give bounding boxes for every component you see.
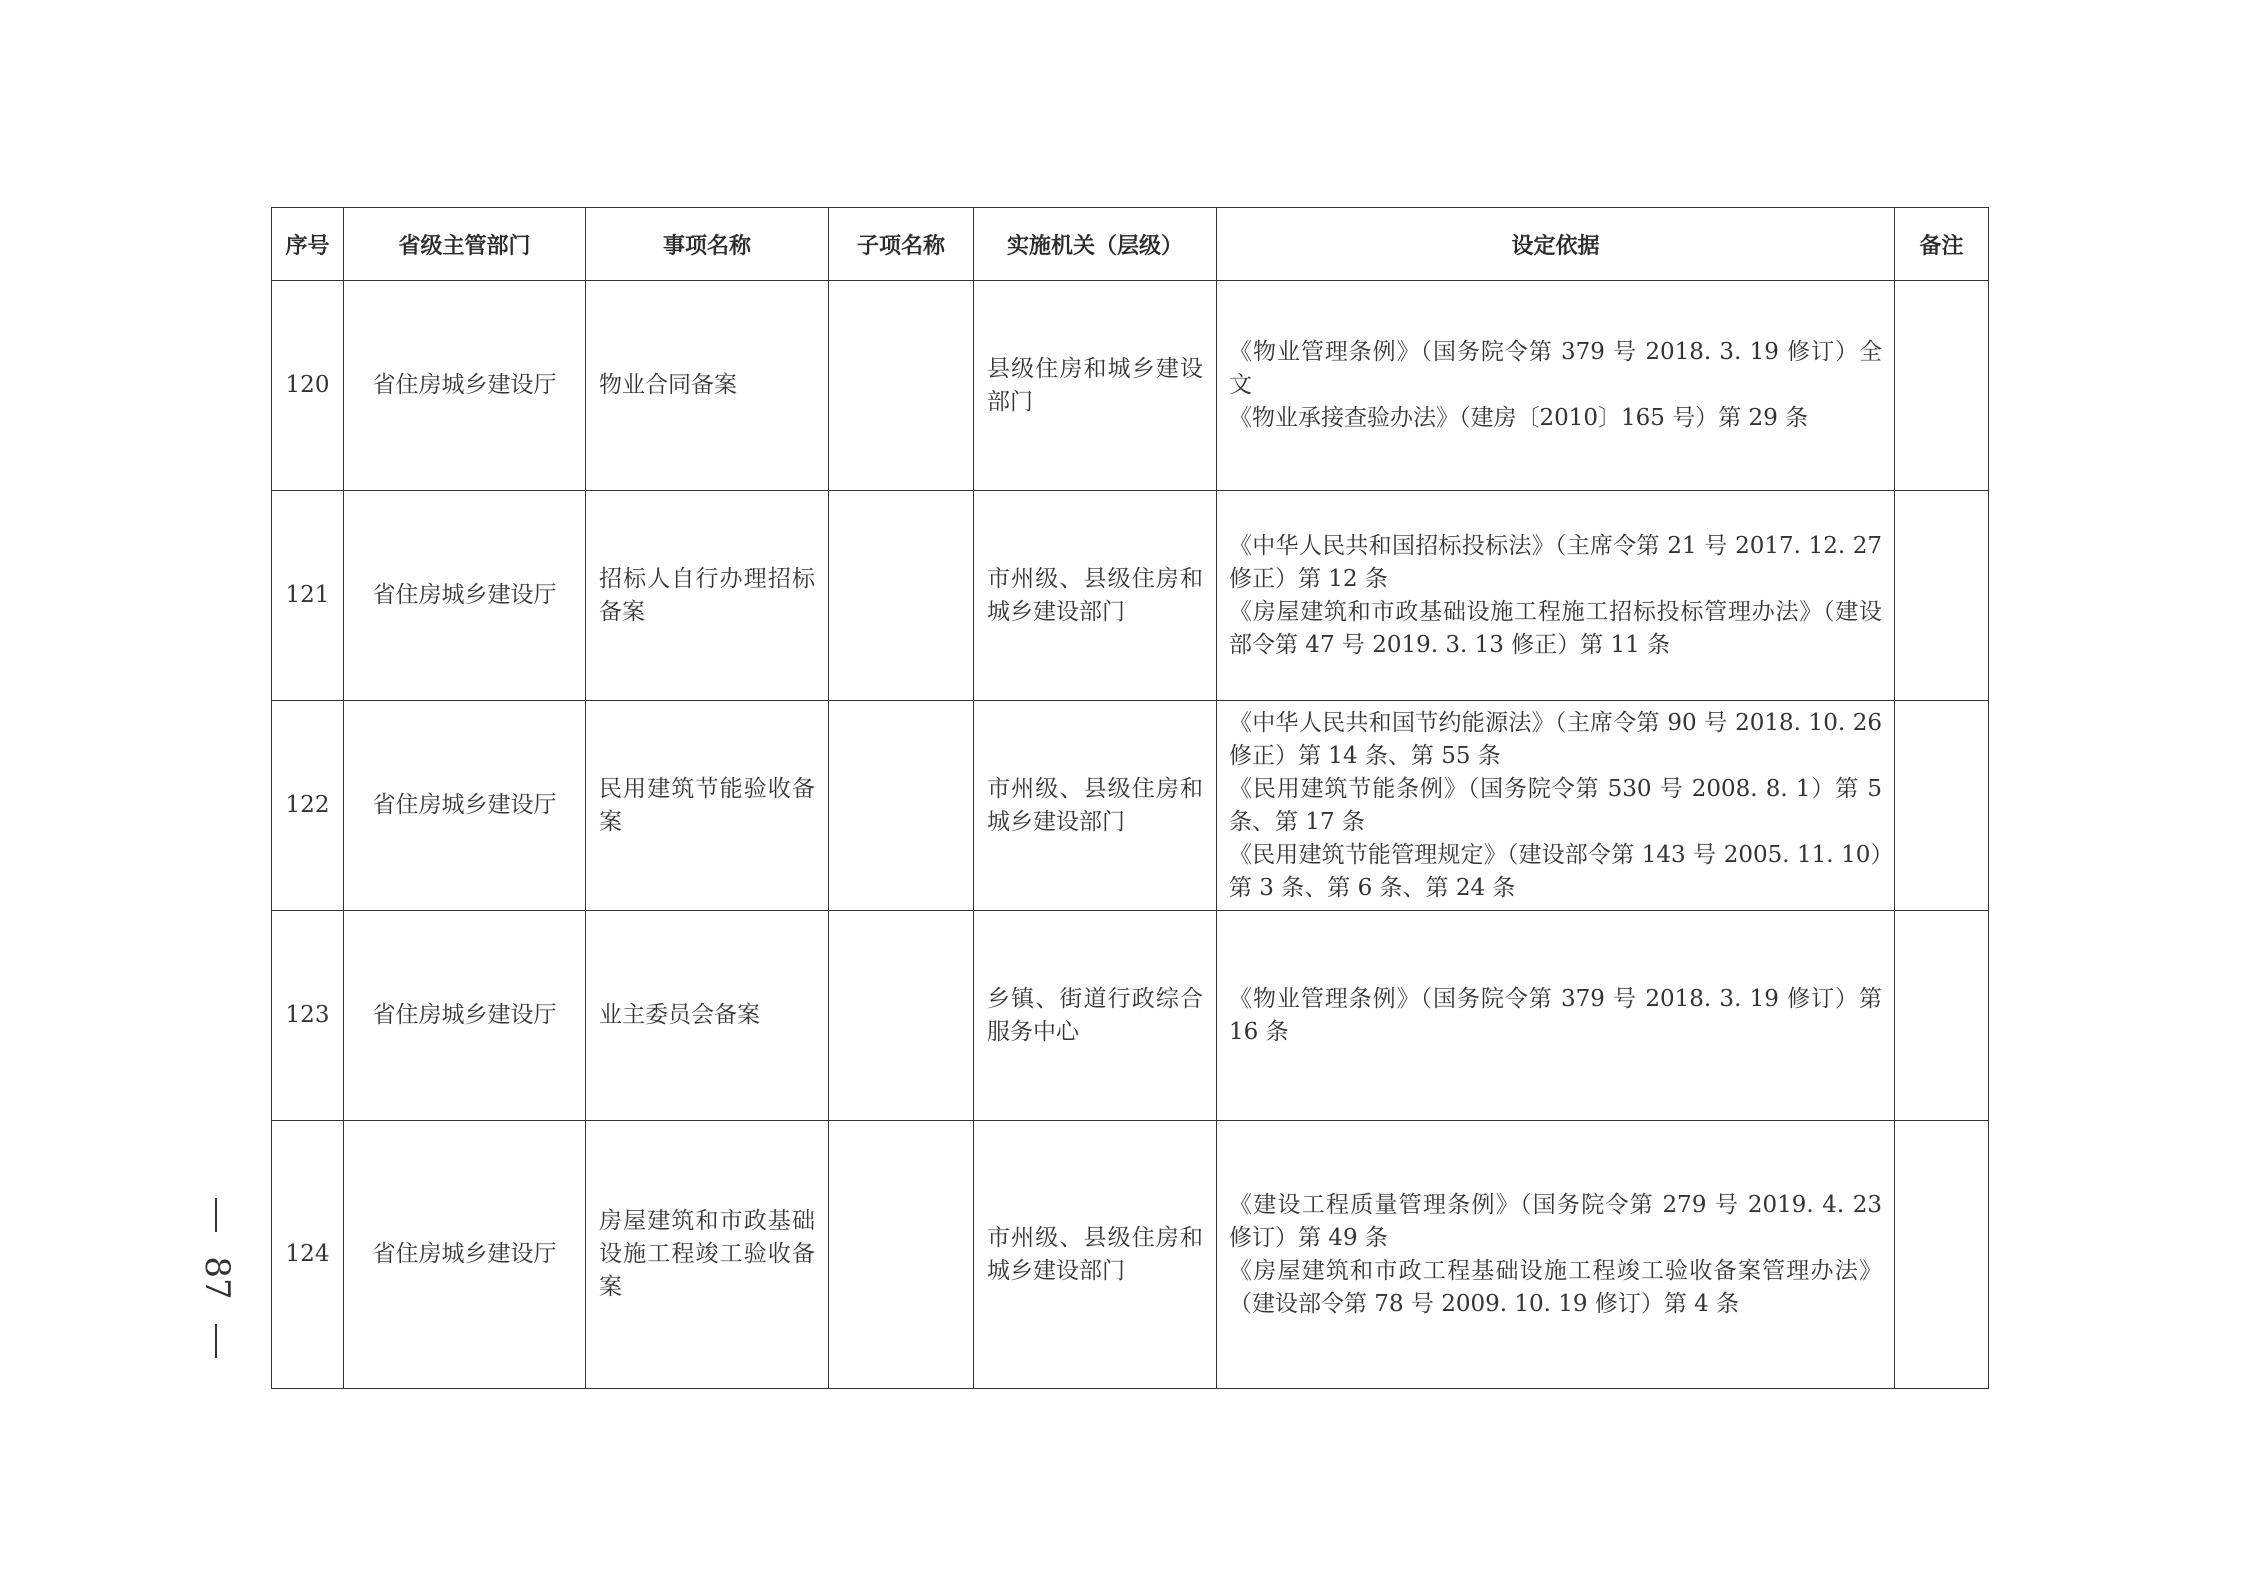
header-remarks: 备注 <box>1895 208 1989 281</box>
cell-remarks <box>1895 1121 1989 1389</box>
cell-legal-basis <box>1217 1121 1895 1389</box>
cell-serial-no: 123 <box>272 911 344 1121</box>
cell-department: 省住房城乡建设厅 <box>344 491 586 701</box>
header-provincial-department: 省级主管部门 <box>344 208 586 281</box>
cell-item-name: 房屋建筑和市政基础设施工程竣工验收备案 <box>586 1121 829 1389</box>
cell-implementing-agency: 市州级、县级住房和城乡建设部门 <box>974 491 1217 701</box>
legal-basis-line: 《物业管理条例》（国务院令第 379 号 2018. 3. 19 修订）全文 <box>1229 339 1882 398</box>
header-implementing-agency: 实施机关（层级） <box>974 208 1217 281</box>
table-row <box>272 1121 1989 1389</box>
cell-legal-basis <box>1217 911 1895 1121</box>
table-header-row <box>272 208 1989 281</box>
cell-legal-basis <box>1217 491 1895 701</box>
header-legal-basis: 设定依据 <box>1217 208 1895 281</box>
cell-legal-basis <box>1217 281 1895 491</box>
cell-subitem-name <box>829 1121 974 1389</box>
legal-basis-line: 《房屋建筑和市政工程基础设施工程竣工验收备案管理办法》（建设部令第 78 号 2009. 10. 19 修订）第 4 条 <box>1229 1257 1882 1317</box>
cell-item-name: 民用建筑节能验收备案 <box>586 701 829 911</box>
page-number-dash <box>215 1198 217 1232</box>
cell-remarks <box>1895 281 1989 491</box>
cell-department: 省住房城乡建设厅 <box>344 1121 586 1389</box>
table-row <box>272 701 1989 911</box>
legal-basis-line: 《中华人民共和国节约能源法》（主席令第 90 号 2018. 10. 26 修正）第 14 条、第 55 条 <box>1229 709 1882 769</box>
cell-legal-basis <box>1217 701 1895 911</box>
cell-department: 省住房城乡建设厅 <box>344 701 586 911</box>
cell-remarks <box>1895 911 1989 1121</box>
legal-basis-line: 《民用建筑节能条例》（国务院令第 530 号 2008. 8. 1）第 5 条、第 17 条 <box>1229 775 1882 835</box>
cell-department: 省住房城乡建设厅 <box>344 911 586 1121</box>
cell-serial-no: 124 <box>272 1121 344 1389</box>
table-row <box>272 491 1989 701</box>
legal-basis-line: 《建设工程质量管理条例》（国务院令第 279 号 2019. 4. 23 修订）第 49 条 <box>1229 1191 1882 1251</box>
cell-implementing-agency: 市州级、县级住房和城乡建设部门 <box>974 1121 1217 1389</box>
legal-basis-line: 《中华人民共和国招标投标法》（主席令第 21 号 2017. 12. 27 修正）第 12 条 <box>1229 532 1882 592</box>
legal-basis-line: 《物业管理条例》（国务院令第 379 号 2018. 3. 19 修订）第 16 条 <box>1229 985 1882 1045</box>
header-serial-no: 序号 <box>272 208 344 281</box>
cell-implementing-agency: 市州级、县级住房和城乡建设部门 <box>974 701 1217 911</box>
cell-department: 省住房城乡建设厅 <box>344 281 586 491</box>
cell-subitem-name <box>829 701 974 911</box>
cell-item-name: 招标人自行办理招标备案 <box>586 491 829 701</box>
header-item-name: 事项名称 <box>586 208 829 281</box>
cell-serial-no: 122 <box>272 701 344 911</box>
cell-subitem-name <box>829 491 974 701</box>
table-row <box>272 911 1989 1121</box>
cell-remarks <box>1895 701 1989 911</box>
header-subitem-name: 子项名称 <box>829 208 974 281</box>
page-number: 87 <box>197 1256 237 1300</box>
cell-item-name: 物业合同备案 <box>586 281 829 491</box>
legal-basis-line: 《物业承接查验办法》（建房〔2010〕165 号）第 29 条 <box>1229 405 1809 431</box>
legal-basis-line: 《民用建筑节能管理规定》（建设部令第 143 号 2005. 11. 10）第 3 条、第 6 条、第 24 条 <box>1229 841 1882 901</box>
cell-subitem-name <box>829 281 974 491</box>
page-number-marker <box>196 1198 238 1358</box>
cell-remarks <box>1895 491 1989 701</box>
cell-subitem-name <box>829 911 974 1121</box>
page-number-dash <box>215 1324 217 1358</box>
cell-implementing-agency: 乡镇、街道行政综合服务中心 <box>974 911 1217 1121</box>
table-row <box>272 281 1989 491</box>
cell-serial-no: 120 <box>272 281 344 491</box>
cell-serial-no: 121 <box>272 491 344 701</box>
cell-implementing-agency: 县级住房和城乡建设部门 <box>974 281 1217 491</box>
approval-items-table <box>271 207 1989 1389</box>
cell-item-name: 业主委员会备案 <box>586 911 829 1121</box>
legal-basis-line: 《房屋建筑和市政基础设施工程施工招标投标管理办法》（建设部令第 47 号 2019. 3. 13 修正）第 11 条 <box>1229 598 1882 658</box>
